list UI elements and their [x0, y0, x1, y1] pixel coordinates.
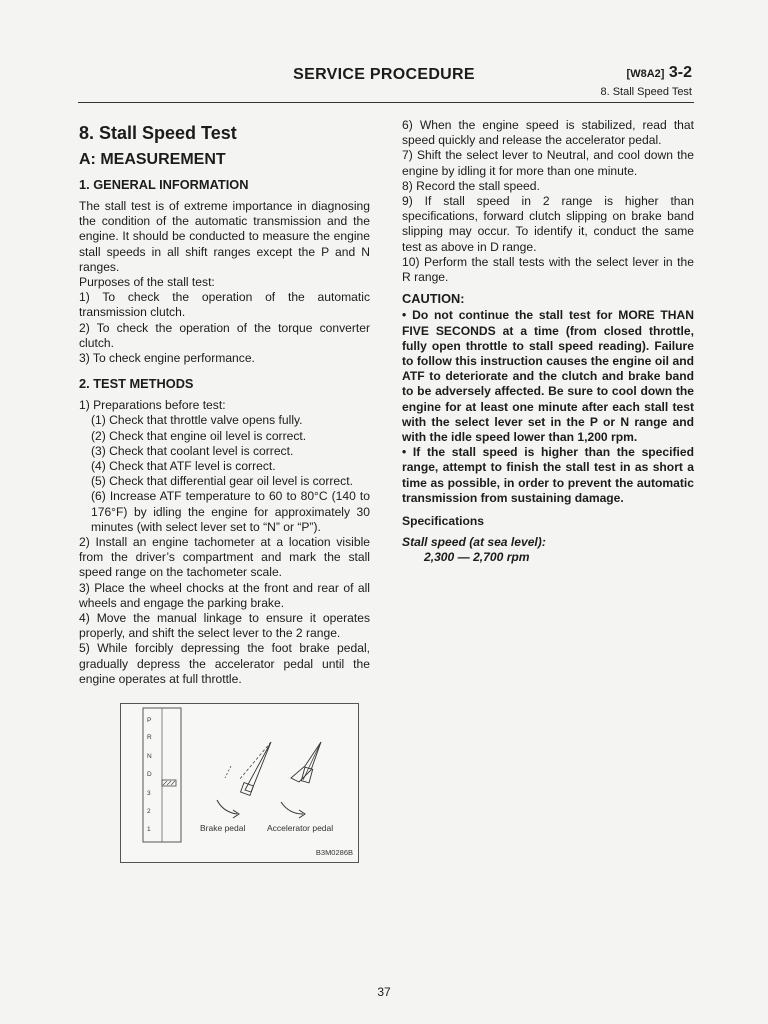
range-label: R — [147, 734, 152, 741]
caution-item: • Do not continue the stall test for MORE THAN FIVE SECONDS at a time (from closed throttle, fully open throttle to stall speed reading). Failure to follow this instruction causes the engine oil and ATF to deteriorate and the clutch and brake band to be adversely affected. Be sure to cool down the engine for at least one minute after each stall test with the select lever set in the P or N range and with the idle speed lower than 1,200 rpm. — [402, 308, 694, 445]
right-column — [402, 118, 694, 566]
header-section-code — [627, 64, 692, 82]
figure-code: B3M0286B — [315, 848, 353, 857]
pedal-illustration — [121, 704, 358, 862]
range-label: P — [147, 717, 152, 724]
purpose-item: 1) To check the operation of the automatic transmission clutch. — [79, 290, 370, 320]
purpose-item: 3) To check engine performance. — [79, 351, 255, 366]
left-column — [79, 118, 370, 687]
range-label: 1 — [147, 826, 151, 833]
header-section-number: 3-2 — [668, 64, 692, 81]
test-step: 10) Perform the stall tests with the select lever in the R range. — [402, 254, 694, 285]
general-info-heading: 1. GENERAL INFORMATION — [79, 177, 249, 192]
test-step: 2) Install an engine tachometer at a location visible from the driver’s compartment and mark the stall speed range on the tachometer scale. — [79, 535, 370, 580]
purpose-item: 2) To check the operation of the torque converter clutch. — [79, 320, 370, 350]
test-step: 1) Preparations before test: — [79, 398, 226, 413]
prep-item: (3) Check that coolant level is correct. — [91, 443, 294, 458]
accelerator-pedal-icon — [303, 742, 321, 780]
brake-arrow-icon — [217, 800, 237, 814]
range-label: N — [147, 753, 152, 760]
section-title: 8. Stall Speed Test — [79, 123, 237, 143]
test-step: 5) While forcibly depressing the foot brake pedal, gradually depress the accelerator pedal until the engine operates at full throttle. — [79, 641, 370, 686]
caution-title: CAUTION: — [402, 291, 465, 307]
prep-item: (4) Check that ATF level is correct. — [91, 459, 276, 474]
accelerator-pedal-label: Accelerator pedal — [267, 823, 334, 833]
test-step: 4) Move the manual linkage to ensure it operates properly, and shift the select lever to the 2 range. — [79, 611, 370, 641]
prep-item: (6) Increase ATF temperature to 60 to 80°C (140 to 176°F) by idling the engine for approximately 30 minutes (with select lever set to “N” or “P”). — [91, 489, 370, 534]
stall-test-figure — [120, 703, 359, 863]
page-number: 37 — [377, 985, 391, 999]
general-info-paragraph: The stall test is of extreme importance in diagnosing the condition of the automatic transmission and the engine. It should be conducted to measure the engine stall speeds in all shift ranges except the P and N ranges. — [79, 199, 370, 274]
accelerator-arrow-icon — [281, 802, 303, 814]
stall-speed-label: Stall speed (at sea level): — [402, 535, 546, 550]
test-step: 7) Shift the select lever to Neutral, and cool down the engine by idling it for more than one minute. — [402, 148, 694, 178]
test-step: 3) Place the wheel chocks at the front and rear of all wheels and engage the parking brake. — [79, 580, 370, 610]
brake-pedal-released — [239, 742, 271, 780]
header-subtitle: 8. Stall Speed Test — [600, 86, 692, 98]
test-methods-heading: 2. TEST METHODS — [79, 376, 194, 392]
purposes-intro: Purposes of the stall test: — [79, 275, 215, 290]
test-step: 9) If stall speed in 2 range is higher than specifications, forward clutch slipping on brake band slipping may occur. To identify it, conduct the same test as above in D range. — [402, 194, 694, 254]
prep-item: (5) Check that differential gear oil level is correct. — [91, 474, 353, 489]
subsection-title: A: MEASUREMENT — [79, 151, 226, 168]
test-step: 8) Record the stall speed. — [402, 178, 540, 193]
range-label: 3 — [147, 790, 151, 797]
specifications-title: Specifications — [402, 514, 484, 529]
test-step: 6) When the engine speed is stabilized, read that speed quickly and release the accelerator pedal. — [402, 118, 694, 148]
caution-item: • If the stall speed is higher than the specified range, attempt to finish the stall test in as short a time as possible, in order to prevent the automatic transmission from sustaining damage. — [402, 445, 694, 505]
prep-item: (2) Check that engine oil level is correct. — [91, 428, 307, 443]
range-label: 2 — [147, 808, 151, 815]
header-title: SERVICE PROCEDURE — [293, 66, 475, 83]
range-label: D — [147, 771, 152, 778]
stall-speed-value: 2,300 — 2,700 rpm — [424, 550, 530, 565]
prep-item: (1) Check that throttle valve opens fully. — [91, 413, 303, 428]
header-divider — [78, 102, 694, 103]
header-code: [W8A2] — [626, 68, 665, 80]
brake-pedal-label: Brake pedal — [200, 823, 246, 833]
